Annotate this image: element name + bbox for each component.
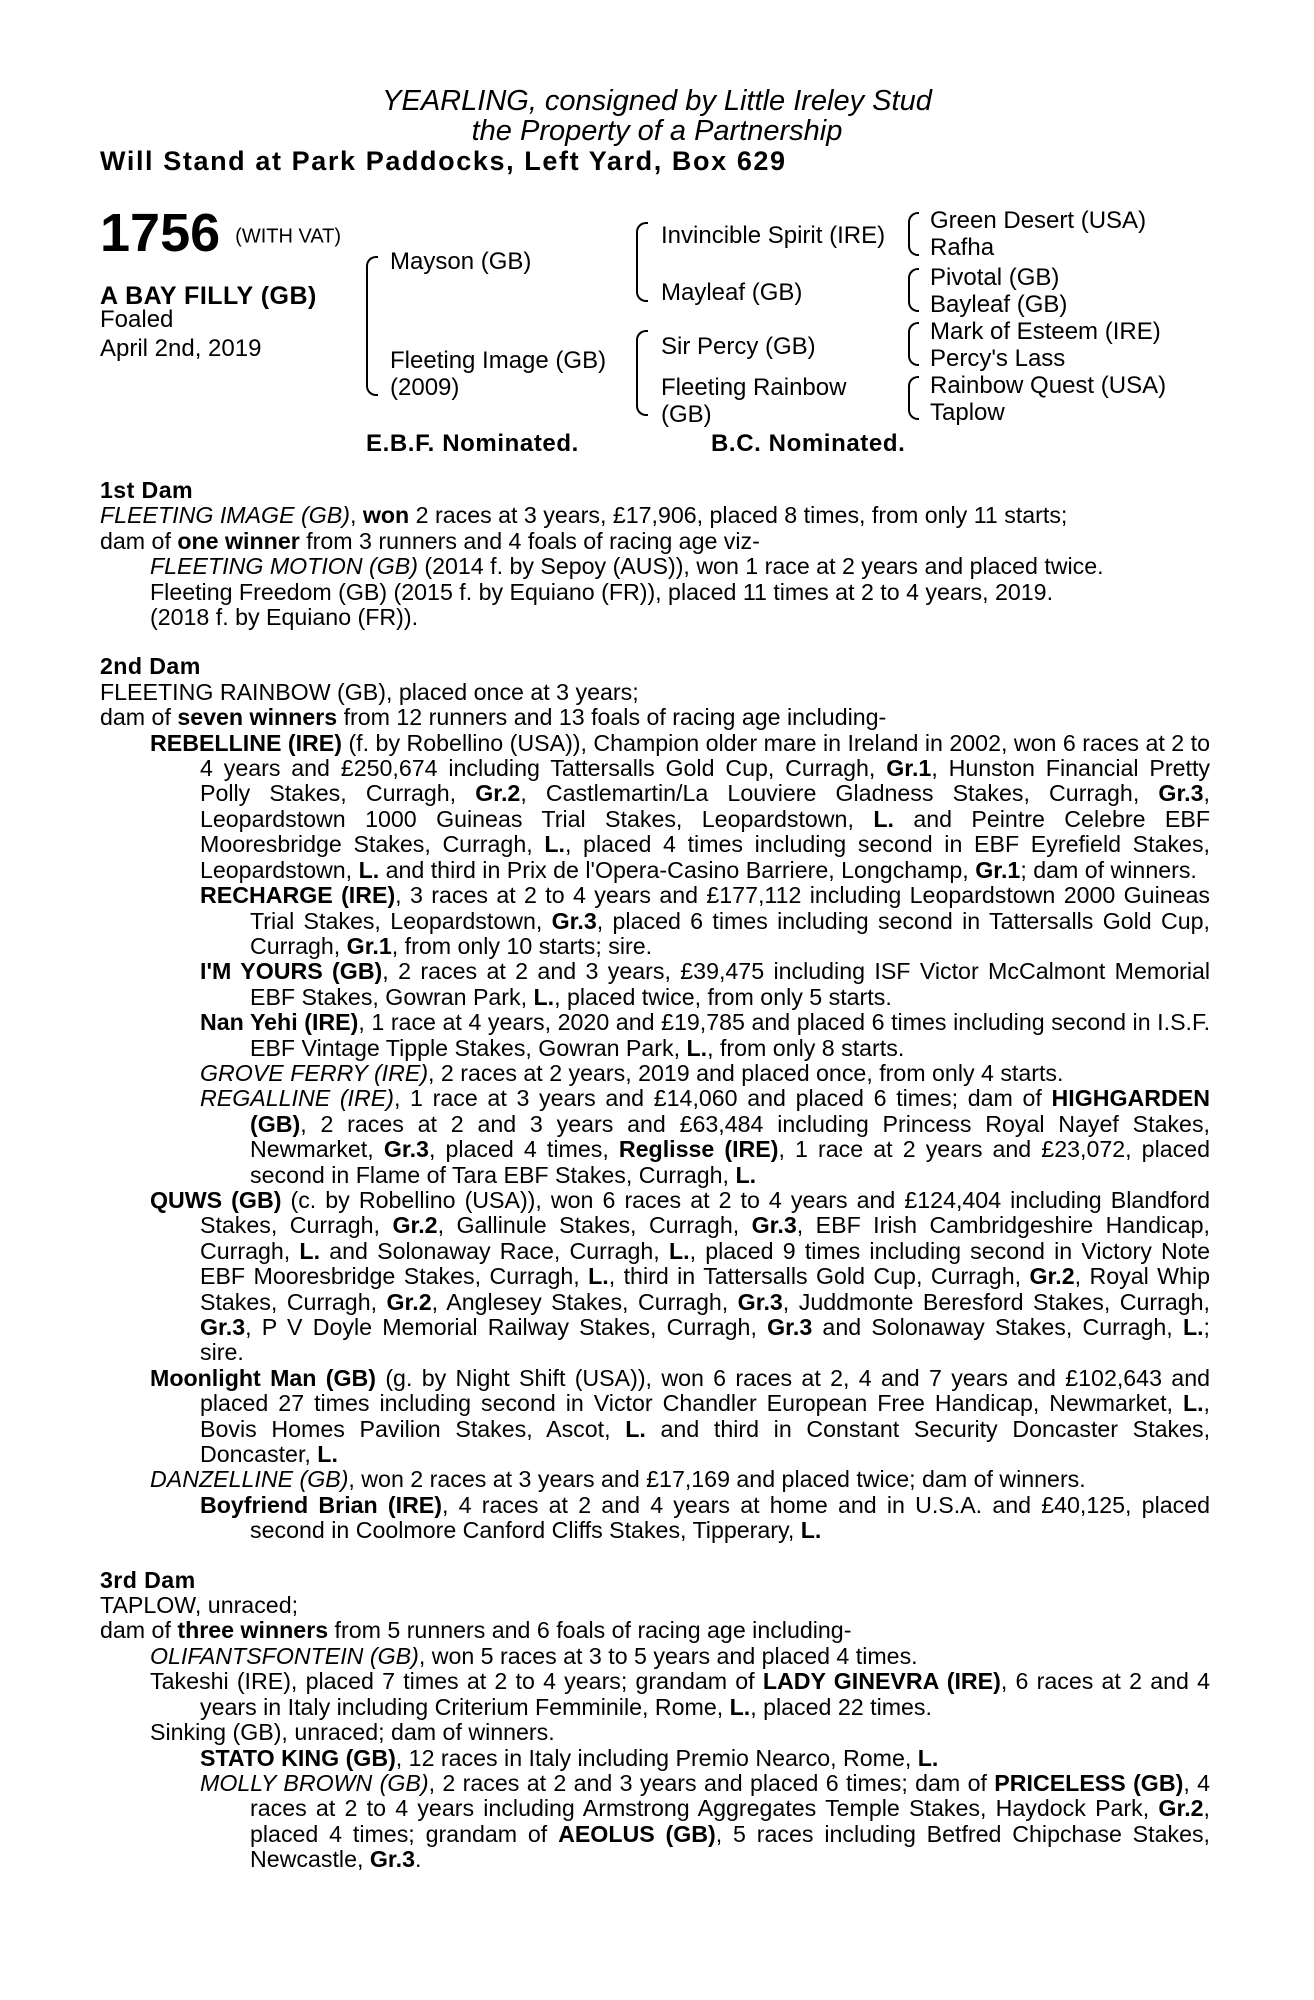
list-item-molly-brown (100, 1771, 1210, 1873)
list-item: Fleeting Freedom (GB) (2015 f. by Equiano (FR)), placed 11 times at 2 to 4 years, 2019. (150, 578, 1054, 605)
text: from 12 runners and 13 foals of racing age including- (337, 704, 887, 731)
sire: Mayson (GB) (390, 248, 532, 275)
horse-name: DANZELLINE (GB) (150, 1466, 349, 1493)
grade: Gr.2 (386, 1288, 432, 1315)
grade: L. (625, 1415, 646, 1442)
list-item-rebelline (100, 731, 1210, 883)
text: , Castlemartin/La Louviere Gladness Stakes, Curragh, (520, 780, 1159, 807)
horse-name: QUWS (GB) (150, 1186, 282, 1213)
text: dam of (100, 527, 178, 554)
text: , (349, 502, 363, 529)
text: dam of (100, 704, 178, 731)
vat-note: (WITH VAT) (235, 225, 342, 248)
text: , 1 race at 2 years and £23,072, placed second in Flame of Tara EBF Stakes, Curragh, (250, 1136, 1211, 1188)
sire-dam: Mayleaf (GB) (661, 279, 803, 306)
second-dam-line: FLEETING RAINBOW (GB), placed once at 3 years; (100, 678, 639, 705)
third-dam-title: 3rd Dam (100, 1566, 196, 1593)
dam-dam-suffix: (GB) (661, 401, 712, 428)
text: , 5 races including Betfred Chipchase Stakes, Newcastle, (250, 1820, 1210, 1873)
dds: Rainbow Quest (USA) (930, 372, 1167, 399)
grade: L. (358, 856, 380, 883)
text: , 4 races at 2 and 4 years at home and in U.S.A. and £40,125, placed second in Coolmore Canford Cliffs Stakes, Tipperary, (250, 1491, 1211, 1544)
dam-name: FLEETING IMAGE (GB) (100, 502, 350, 529)
text: , Anglesey Stakes, Curragh, (431, 1288, 738, 1315)
lot-number (100, 205, 341, 265)
grade: L. (1182, 1390, 1204, 1417)
text: , 4 races at 2 to 4 years including Armstrong Aggregates Temple Stakes, Haydock Park, (250, 1769, 1211, 1822)
text: , 1 race at 4 years, 2020 and £19,785 and placed 6 times including second in I.S.F. EBF Vintage Tipple Stakes, Gowran Park, (250, 1009, 1211, 1061)
list-item-grove-ferry (100, 1061, 1210, 1086)
grade: L. (668, 1237, 690, 1264)
sds: Pivotal (GB) (930, 264, 1060, 291)
text: , Leopardstown 1000 Guineas Trial Stakes, Leopardstown, (200, 780, 1210, 832)
grade: Gr.3 (200, 1314, 246, 1340)
text: (c. by Robellino (USA)), won 6 races at 2 to 4 years and £124,404 including Blandford Stakes, Curragh, (200, 1186, 1210, 1239)
horse-name: AEOLUS (GB) (558, 1820, 716, 1847)
sdd: Bayleaf (GB) (930, 291, 1068, 318)
winners-count: three winners (177, 1617, 329, 1644)
text: , 6 races at 2 and 4 years in Italy including Criterium Femminile, Rome, (200, 1668, 1210, 1720)
horse-name: Nan Yehi (IRE) (200, 1009, 359, 1036)
text: ; sire. (200, 1314, 1210, 1366)
property-line: the Property of a Partnership (471, 115, 843, 147)
horse-name: STATO KING (GB) (200, 1744, 396, 1771)
text: , Bovis Homes Pavilion Stakes, Ascot, (200, 1390, 1210, 1442)
grade: Gr.1 (975, 856, 1021, 883)
text: , 1 race at 3 years and £14,060 and placed 6 times; dam of (393, 1085, 1052, 1112)
grade: Gr.3 (551, 907, 597, 934)
horse-name: Boyfriend Brian (IRE) (200, 1491, 442, 1518)
grade: Gr.3 (737, 1288, 783, 1315)
lot-number-value: 1756 (100, 203, 221, 263)
consignor-line: YEARLING, consigned by Little Ireley Stud (382, 85, 932, 117)
text: , from only 8 starts. (707, 1034, 905, 1061)
list-item-quws (100, 1188, 1210, 1366)
grade: L. (735, 1161, 757, 1188)
horse-name: GROVE FERRY (IRE) (200, 1059, 429, 1086)
text: , EBF Irish Cambridgeshire Handicap, Curragh, (200, 1212, 1210, 1264)
horse-name: I'M YOURS (GB) (200, 958, 383, 985)
text: dam of (100, 1617, 178, 1644)
text: (g. by Night Shift (USA)), won 6 races at 2, 4 and 7 years and £102,643 and placed 27 times including second in Victor Chandler European Free Handicap, Newmarket, (200, 1364, 1210, 1417)
text: , Royal Whip Stakes, Curragh, (200, 1263, 1211, 1315)
text: (f. by Robellino (USA)), Champion older mare in Ireland in 2002, won 6 races at 2 to 4 years and £250,674 including Tattersalls Gold Cup, Curragh, (200, 729, 1210, 782)
text: , placed 4 times including second in EBF Eyrefield Stakes, Leopardstown, (200, 831, 1210, 883)
stand-location: Will Stand at Park Paddocks, Left Yard, Box 629 (100, 146, 787, 176)
list-item-recharge (100, 883, 1210, 959)
sire-sire: Invincible Spirit (IRE) (661, 222, 886, 249)
list-item-danzelline (100, 1467, 1210, 1492)
grade: L. (800, 1517, 822, 1544)
text: , Hunston Financial Pretty Polly Stakes, Curragh, (200, 755, 1210, 807)
list-item-stato-king (100, 1746, 1210, 1771)
horse-name: Moonlight Man (GB) (150, 1364, 376, 1391)
grade: L. (317, 1441, 338, 1468)
horse-name: RECHARGE (IRE) (200, 882, 396, 909)
horse-name: MOLLY BROWN (GB) (200, 1769, 429, 1796)
text: , 12 races in Italy including Premio Nearco, Rome, (395, 1744, 918, 1771)
sss: Green Desert (USA) (930, 207, 1147, 234)
grade: Gr.3 (767, 1314, 813, 1340)
list-item-im-yours (100, 959, 1210, 1010)
foaled-date: April 2nd, 2019 (100, 335, 262, 362)
third-dam-produce (100, 1618, 1210, 1643)
dsd: Percy's Lass (930, 345, 1066, 372)
dam: Fleeting Image (GB) (390, 347, 607, 374)
text: , Gallinule Stakes, Curragh, (437, 1212, 752, 1239)
grade: Gr.2 (475, 780, 521, 807)
grade: Gr.3 (383, 1136, 429, 1163)
list-item-sinking: Sinking (GB), unraced; dam of winners. (150, 1719, 555, 1746)
horse-name: Reglisse (IRE) (618, 1136, 779, 1163)
text: , placed 22 times. (750, 1693, 932, 1720)
won-label: won (362, 502, 410, 529)
text: from 5 runners and 6 foals of racing age including- (328, 1617, 852, 1644)
text: and Solonaway Race, Curragh, (320, 1237, 669, 1264)
brace-gen3-2 (908, 268, 919, 312)
text: and third in Prix de l'Opera-Casino Barriere, Longchamp, (379, 856, 976, 883)
text: , 2 races at 2 and 3 years and placed 6 times; dam of (428, 1769, 995, 1796)
produce-record (100, 478, 1210, 1873)
foaled-label: Foaled (100, 306, 174, 333)
grade: Gr.3 (751, 1212, 797, 1239)
brace-gen3-1 (908, 212, 919, 256)
list-item-olifantsfontein (100, 1644, 1210, 1669)
grade: L. (729, 1693, 751, 1720)
grade: L. (588, 1263, 609, 1290)
list-item-moonlight-man (100, 1366, 1210, 1468)
text: , 2 races at 2 years, 2019 and placed once, from only 4 starts. (428, 1059, 1064, 1086)
first-dam-title: 1st Dam (100, 477, 194, 503)
grade: Gr.1 (346, 932, 392, 959)
brace-gen2-sire (636, 222, 648, 302)
text: , won 5 races at 3 to 5 years and placed 4 times. (418, 1642, 918, 1669)
text: and third in Constant Security Doncaster Stakes, Doncaster, (200, 1415, 1211, 1468)
text: , 3 races at 2 to 4 years and £177,112 including Leopardstown 2000 Guineas Trial Stakes, Leopardstown, (250, 882, 1211, 934)
grade: L. (1182, 1314, 1204, 1340)
grade: L. (686, 1034, 708, 1061)
text: , placed 9 times including second in Victory Note EBF Mooresbridge Stakes, Curragh, (200, 1237, 1211, 1290)
dam-dam: Fleeting Rainbow (661, 374, 847, 401)
text: , Juddmonte Beresford Stakes, Curragh, (782, 1288, 1210, 1315)
brace-gen2-dam (636, 330, 648, 416)
list-item-takeshi (100, 1669, 1210, 1720)
second-dam-title: 2nd Dam (100, 653, 201, 680)
dam-year: (2009) (390, 374, 460, 401)
text: 2 races at 3 years, £17,906, placed 8 times, from only 11 starts; (409, 502, 1068, 529)
first-dam-line (100, 503, 1210, 528)
grade: L. (299, 1237, 321, 1264)
brace-gen1 (366, 256, 378, 396)
grade: L. (873, 805, 894, 832)
grade: Gr.2 (392, 1212, 438, 1239)
brace-gen3-4 (908, 376, 919, 420)
horse-name: FLEETING MOTION (GB) (150, 553, 418, 580)
winners-count: one winner (177, 527, 300, 554)
dss: Mark of Esteem (IRE) (930, 318, 1161, 345)
grade: Gr.3 (1158, 780, 1204, 807)
text: from 3 runners and 4 foals of racing age viz- (299, 527, 760, 554)
text: , placed twice, from only 5 starts. (554, 983, 892, 1010)
text: , placed 4 times; grandam of (250, 1795, 1210, 1847)
winners-count: seven winners (177, 704, 338, 731)
text: Takeshi (IRE), placed 7 times at 2 to 4 years; grandam of (150, 1668, 763, 1695)
text: , placed 6 times including second in Tattersalls Gold Cup, Curragh, (250, 907, 1210, 959)
brace-gen3-3 (908, 322, 919, 366)
text: and Solonaway Stakes, Curragh, (812, 1314, 1183, 1340)
third-dam-line: TAPLOW, unraced; (100, 1592, 299, 1619)
grade: Gr.2 (1158, 1795, 1204, 1822)
list-item: (2018 f. by Equiano (FR)). (150, 604, 419, 631)
horse-name: OLIFANTSFONTEIN (GB) (150, 1642, 419, 1669)
grade: L. (544, 831, 565, 858)
horse-name: PRICELESS (GB) (994, 1769, 1184, 1796)
text: , won 2 races at 3 years and £17,169 and placed twice; dam of winners. (348, 1466, 1086, 1493)
text: , 2 races at 2 and 3 years and £63,484 including Princess Royal Nayef Stakes, Newmarket, (250, 1110, 1210, 1163)
ssd: Rafha (930, 234, 995, 261)
lot-name: A BAY FILLY (GB) (100, 282, 317, 310)
second-dam-produce (100, 705, 1210, 730)
grade: L. (917, 1744, 939, 1771)
first-dam-produce (100, 529, 1210, 554)
dam-sire: Sir Percy (GB) (661, 333, 816, 360)
list-item (100, 554, 1210, 579)
horse-name: HIGHGARDEN (GB) (250, 1085, 1210, 1137)
text: , 2 races at 2 and 3 years, £39,475 including ISF Victor McCalmont Memorial EBF Stakes, Gowran Park, (250, 958, 1211, 1010)
text: , from only 10 starts; sire. (391, 932, 653, 959)
text: (2014 f. by Sepoy (AUS)), won 1 race at 2 years and placed twice. (417, 553, 1104, 580)
grade: L. (533, 983, 555, 1010)
grade: Gr.3 (369, 1846, 415, 1873)
text: , P V Doyle Memorial Railway Stakes, Curragh, (245, 1314, 768, 1340)
list-item-regalline (100, 1086, 1210, 1188)
ddd: Taplow (930, 399, 1005, 426)
text: ; dam of winners. (1020, 856, 1197, 883)
horse-name: REGALLINE (IRE) (200, 1085, 394, 1112)
list-item-boyfriend-brian (100, 1493, 1210, 1544)
bc-nominated: B.C. Nominated. (711, 430, 906, 457)
grade: Gr.2 (1029, 1263, 1075, 1290)
grade: Gr.1 (886, 755, 932, 782)
list-item-nan-yehi (100, 1010, 1210, 1061)
ebf-nominated: E.B.F. Nominated. (366, 430, 579, 457)
text: and Peintre Celebre EBF Mooresbridge Stakes, Curragh, (200, 805, 1211, 858)
horse-name: LADY GINEVRA (IRE) (762, 1668, 1001, 1695)
text: , third in Tattersalls Gold Cup, Curragh, (608, 1263, 1030, 1290)
text: , placed 4 times, (428, 1136, 619, 1163)
text: . (414, 1846, 422, 1873)
horse-name: REBELLINE (IRE) (150, 729, 342, 756)
